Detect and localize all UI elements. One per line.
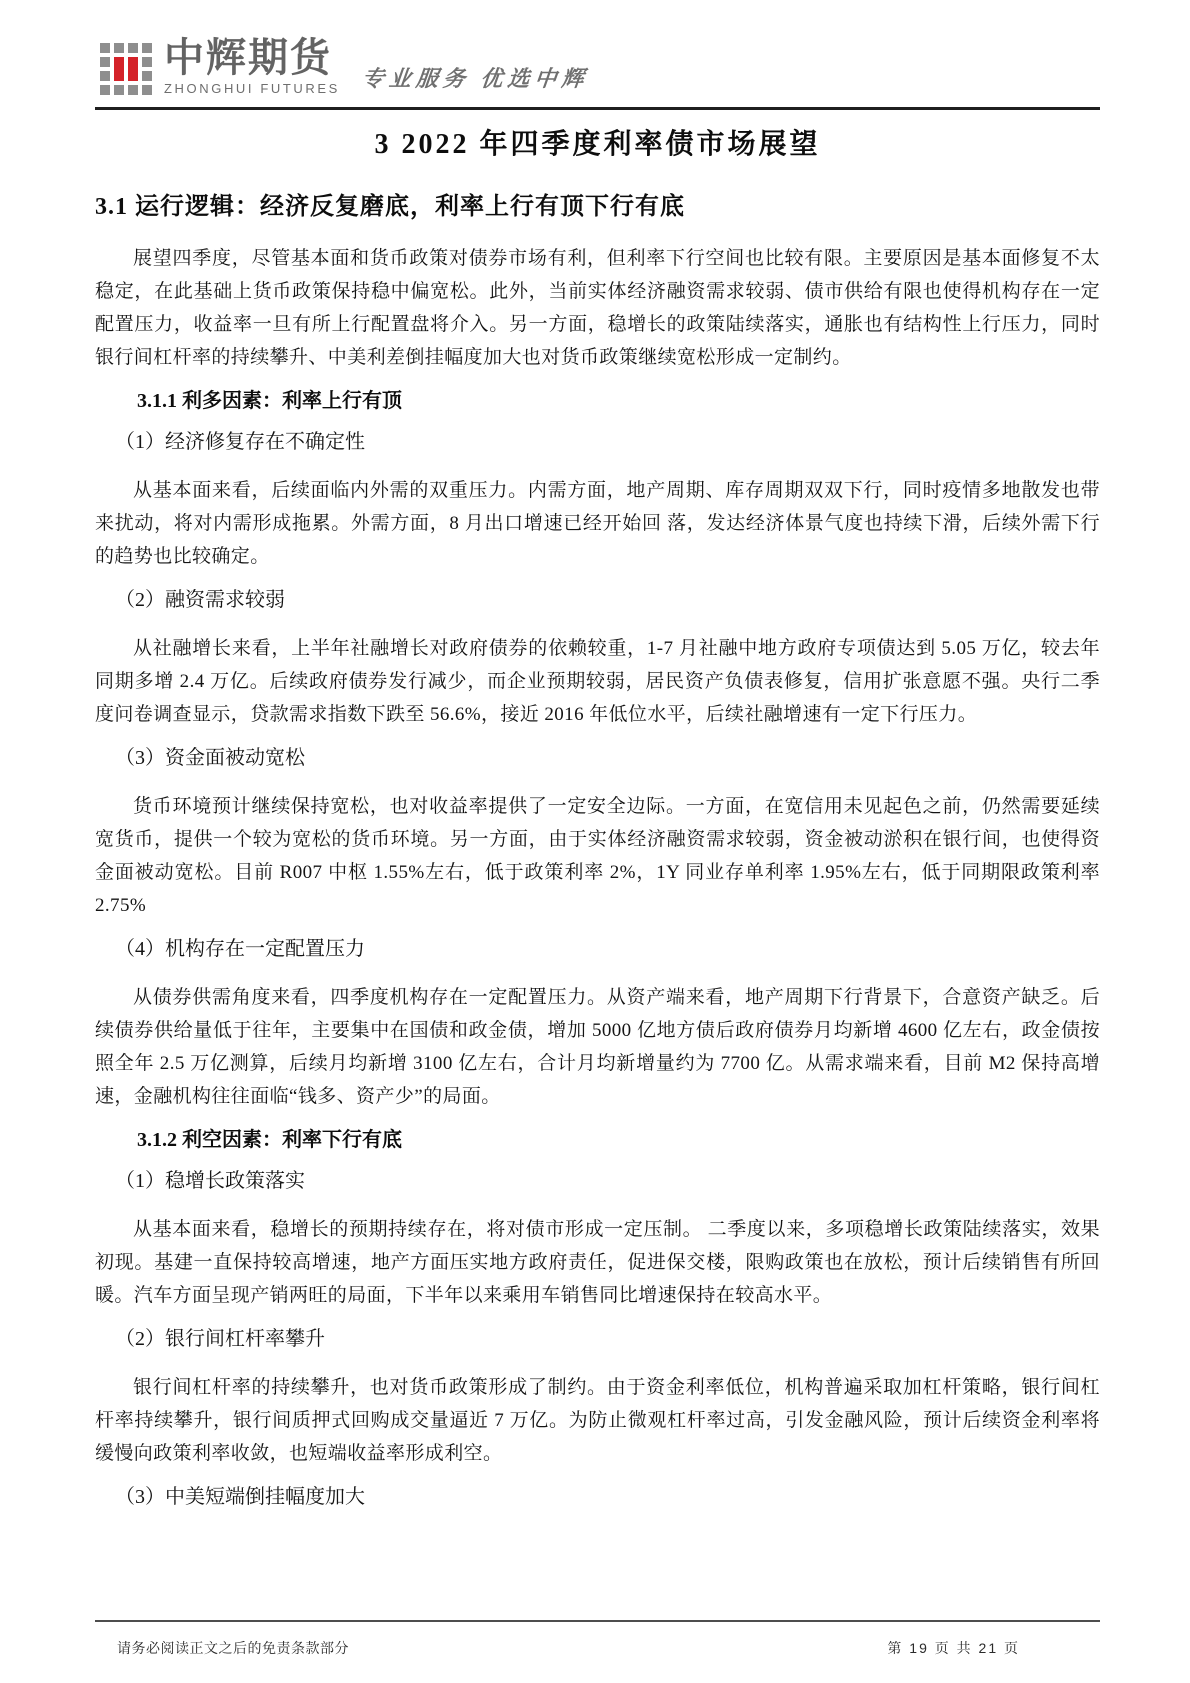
- section-heading: （2）银行间杠杆率攀升: [115, 1328, 325, 1350]
- section-heading: （1）稳增长政策落实: [115, 1170, 305, 1192]
- section-heading: 3.1 运行逻辑：经济反复磨底，利率上行有顶下行有底: [95, 194, 685, 220]
- paragraph: 从社融增长来看，上半年社融增长对政府债券的依赖较重，1-7 月社融中地方政府专项债达到 5.05 万亿，较去年同期多增 2.4 万亿。后续政府债券发行减少，而企业预期较弱，居民资产负债表修复，信用扩张意愿不强。央行二季度问卷调查显示，贷款需求指数下跌至 56.6%，接近 2016 年低位水平，后续社融增速有一定下行压力。: [95, 638, 1100, 725]
- section-heading: 3.1.1 利多因素：利率上行有顶: [137, 390, 402, 412]
- section-heading: （2）融资需求较弱: [115, 589, 285, 611]
- section-heading: （3）中美短端倒挂幅度加大: [115, 1486, 365, 1508]
- section-heading: （3）资金面被动宽松: [115, 747, 305, 769]
- paragraph: 银行间杠杆率的持续攀升，也对货币政策形成了制约。由于资金利率低位，机构普遍采取加杠杆策略，银行间杠杆率持续攀升，银行间质押式回购成交量逼近 7 万亿。为防止微观杠杆率过高，引发金融风险，预计后续资金利率将缓慢向政策利率收敛，也短端收益率形成利空。: [95, 1377, 1100, 1464]
- section-heading: 3.1.2 利空因素：利率下行有底: [137, 1129, 402, 1151]
- report-header: [100, 38, 1100, 95]
- section-heading: （1）经济修复存在不确定性: [115, 431, 365, 453]
- paragraph: 货币环境预计继续保持宽松，也对收益率提供了一定安全边际。一方面，在宽信用未见起色之前，仍然需要延续宽货币，提供一个较为宽松的货币环境。另一方面，由于实体经济融资需求较弱，资金被动淤积在银行间，也使得资金面被动宽松。目前 R007 中枢 1.55%左右，低于政策利率 2%，1Y 同业存单利率 1.95%左右，低于同期限政策利率 2.75%: [95, 796, 1100, 916]
- header-divider: [95, 107, 1100, 110]
- brand-name-en: ZHONGHUI FUTURES: [164, 81, 340, 96]
- document-content: [95, 126, 1100, 1511]
- paragraph: 从基本面来看，稳增长的预期持续存在，将对债市形成一定压制。 二季度以来，多项稳增长政策陆续落实，效果初现。基建一直保持较高增速，地产方面压实地方政府责任，促进保交楼，限购政策也在放松，预计后续销售有所回暖。汽车方面呈现产销两旺的局面，下半年以来乘用车销售同比增速保持在较高水平。: [95, 1219, 1100, 1306]
- report-footer: [95, 1638, 1100, 1658]
- brand-name-cn: 中辉期货: [164, 36, 332, 80]
- page-title: 3 2022 年四季度利率债市场展望: [374, 129, 821, 160]
- logo-text: [164, 38, 340, 95]
- paragraph: 从债券供需角度来看，四季度机构存在一定配置压力。从资产端来看，地产周期下行背景下，合意资产缺乏。后续债券供给量低于往年，主要集中在国债和政金债，增加 5000 亿地方债后政府债券月均新增 4600 亿左右，政金债按照全年 2.5 万亿测算，后续月均新增 3100 亿左右，合计月均新增量约为 7700 亿。从需求端来看，目前 M2 保持高增速，金融机构往往面临“钱多、资产少”的局面。: [95, 987, 1100, 1107]
- brand-tagline: 专业服务 优选中辉: [360, 66, 590, 91]
- paragraph: 从基本面来看，后续面临内外需的双重压力。内需方面，地产周期、库存周期双双下行，同时疫情多地散发也带来扰动，将对内需形成拖累。外需方面，8 月出口增速已经开始回 落，发达经济体景气度也持续下滑，后续外需下行的趋势也比较确定。: [95, 480, 1100, 567]
- footer-disclaimer: 请务必阅读正文之后的免责条款部分: [117, 1640, 349, 1656]
- section-heading: （4）机构存在一定配置压力: [115, 938, 365, 960]
- footer-divider: [95, 1620, 1100, 1622]
- paragraph: 展望四季度，尽管基本面和货币政策对债券市场有利，但利率下行空间也比较有限。主要原因是基本面修复不太稳定，在此基础上货币政策保持稳中偏宽松。此外，当前实体经济融资需求较弱、债市供给有限也使得机构存在一定配置压力，收益率一旦有所上行配置盘将介入。另一方面，稳增长的政策陆续落实，通胀也有结构性上行压力，同时银行间杠杆率的持续攀升、中美利差倒挂幅度加大也对货币政策继续宽松形成一定制约。: [95, 248, 1100, 368]
- document-body: [95, 190, 1100, 1511]
- footer-page-number: 第 19 页 共 21 页: [887, 1640, 1020, 1656]
- zhonghui-logo-icon: [100, 43, 152, 95]
